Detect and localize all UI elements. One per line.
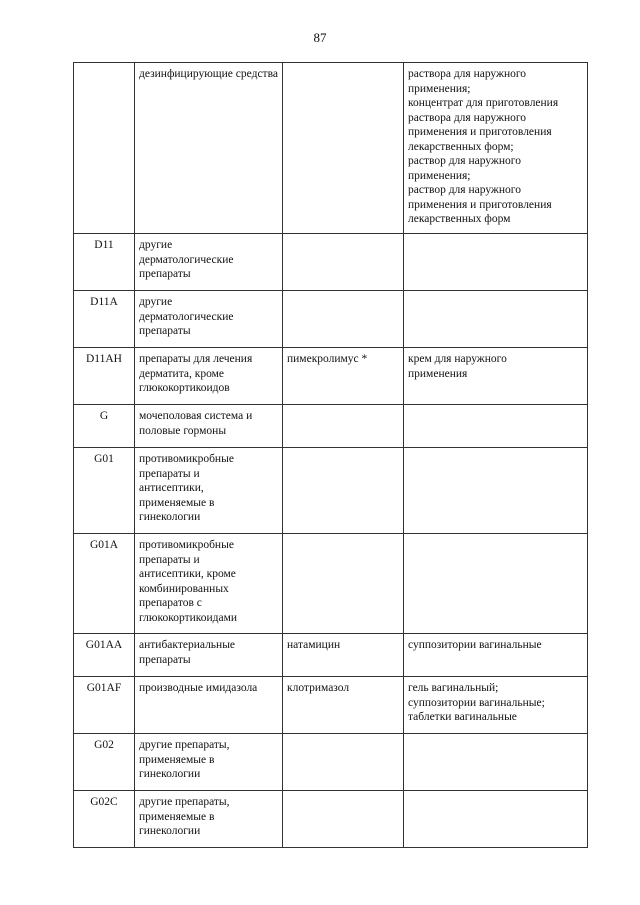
atc-code-cell: G01AA — [74, 634, 135, 677]
atc-code-cell: G01A — [74, 534, 135, 634]
drug-name-cell — [283, 734, 404, 791]
dosage-form-cell — [404, 534, 588, 634]
drug-name-cell — [283, 534, 404, 634]
atc-code-cell: G02 — [74, 734, 135, 791]
table-row — [74, 734, 588, 791]
dosage-form-cell: гель вагинальный; суппозитории вагинальные; таблетки вагинальные — [404, 677, 588, 734]
dosage-form-cell — [404, 234, 588, 291]
atc-group-name-cell: антибактериальные препараты — [135, 634, 283, 677]
table-row — [74, 677, 588, 734]
atc-code-cell — [74, 63, 135, 234]
dosage-form-cell: крем для наружного применения — [404, 348, 588, 405]
atc-group-name-cell: производные имидазола — [135, 677, 283, 734]
dosage-form-cell — [404, 448, 588, 534]
table-row — [74, 448, 588, 534]
dosage-form-cell — [404, 791, 588, 848]
atc-group-name-cell: другие дерматологические препараты — [135, 234, 283, 291]
drug-name-cell — [283, 405, 404, 448]
atc-code-cell: G — [74, 405, 135, 448]
medicines-table-body — [74, 63, 588, 848]
atc-code-cell: D11A — [74, 291, 135, 348]
atc-code-cell: G01 — [74, 448, 135, 534]
atc-group-name-cell: противомикробные препараты и антисептики, кроме комбинированных препаратов с глюкокортикоидами — [135, 534, 283, 634]
atc-group-name-cell: противомикробные препараты и антисептики, применяемые в гинекологии — [135, 448, 283, 534]
atc-group-name-cell: дезинфицирующие средства — [135, 63, 283, 234]
atc-group-name-cell: мочеполовая система и половые гормоны — [135, 405, 283, 448]
table-row — [74, 63, 588, 234]
page-number: 87 — [313, 30, 327, 45]
drug-name-cell: пимекролимус * — [283, 348, 404, 405]
atc-group-name-cell: другие препараты, применяемые в гинекологии — [135, 791, 283, 848]
medicines-table — [73, 62, 588, 848]
table-row — [74, 405, 588, 448]
drug-name-cell: натамицин — [283, 634, 404, 677]
dosage-form-cell — [404, 734, 588, 791]
atc-code-cell: D11AH — [74, 348, 135, 405]
atc-code-cell: G01AF — [74, 677, 135, 734]
dosage-form-cell — [404, 291, 588, 348]
drug-name-cell — [283, 63, 404, 234]
dosage-form-cell: раствора для наружного применения; концентрат для приготовления раствора для наружного применения и приготовления лекарственных форм; раствор для наружного применения; раствор для наружного применения и приготовления лекарственных форм — [404, 63, 588, 234]
table-row — [74, 234, 588, 291]
dosage-form-cell — [404, 405, 588, 448]
drug-name-cell — [283, 234, 404, 291]
drug-name-cell — [283, 448, 404, 534]
table-row — [74, 634, 588, 677]
atc-group-name-cell: другие дерматологические препараты — [135, 291, 283, 348]
table-row — [74, 348, 588, 405]
dosage-form-cell: суппозитории вагинальные — [404, 634, 588, 677]
table-row — [74, 291, 588, 348]
atc-group-name-cell: другие препараты, применяемые в гинекологии — [135, 734, 283, 791]
drug-name-cell: клотримазол — [283, 677, 404, 734]
table-row — [74, 534, 588, 634]
atc-code-cell: D11 — [74, 234, 135, 291]
drug-name-cell — [283, 791, 404, 848]
table-row — [74, 791, 588, 848]
atc-group-name-cell: препараты для лечения дерматита, кроме глюкокортикоидов — [135, 348, 283, 405]
atc-code-cell: G02C — [74, 791, 135, 848]
drug-name-cell — [283, 291, 404, 348]
